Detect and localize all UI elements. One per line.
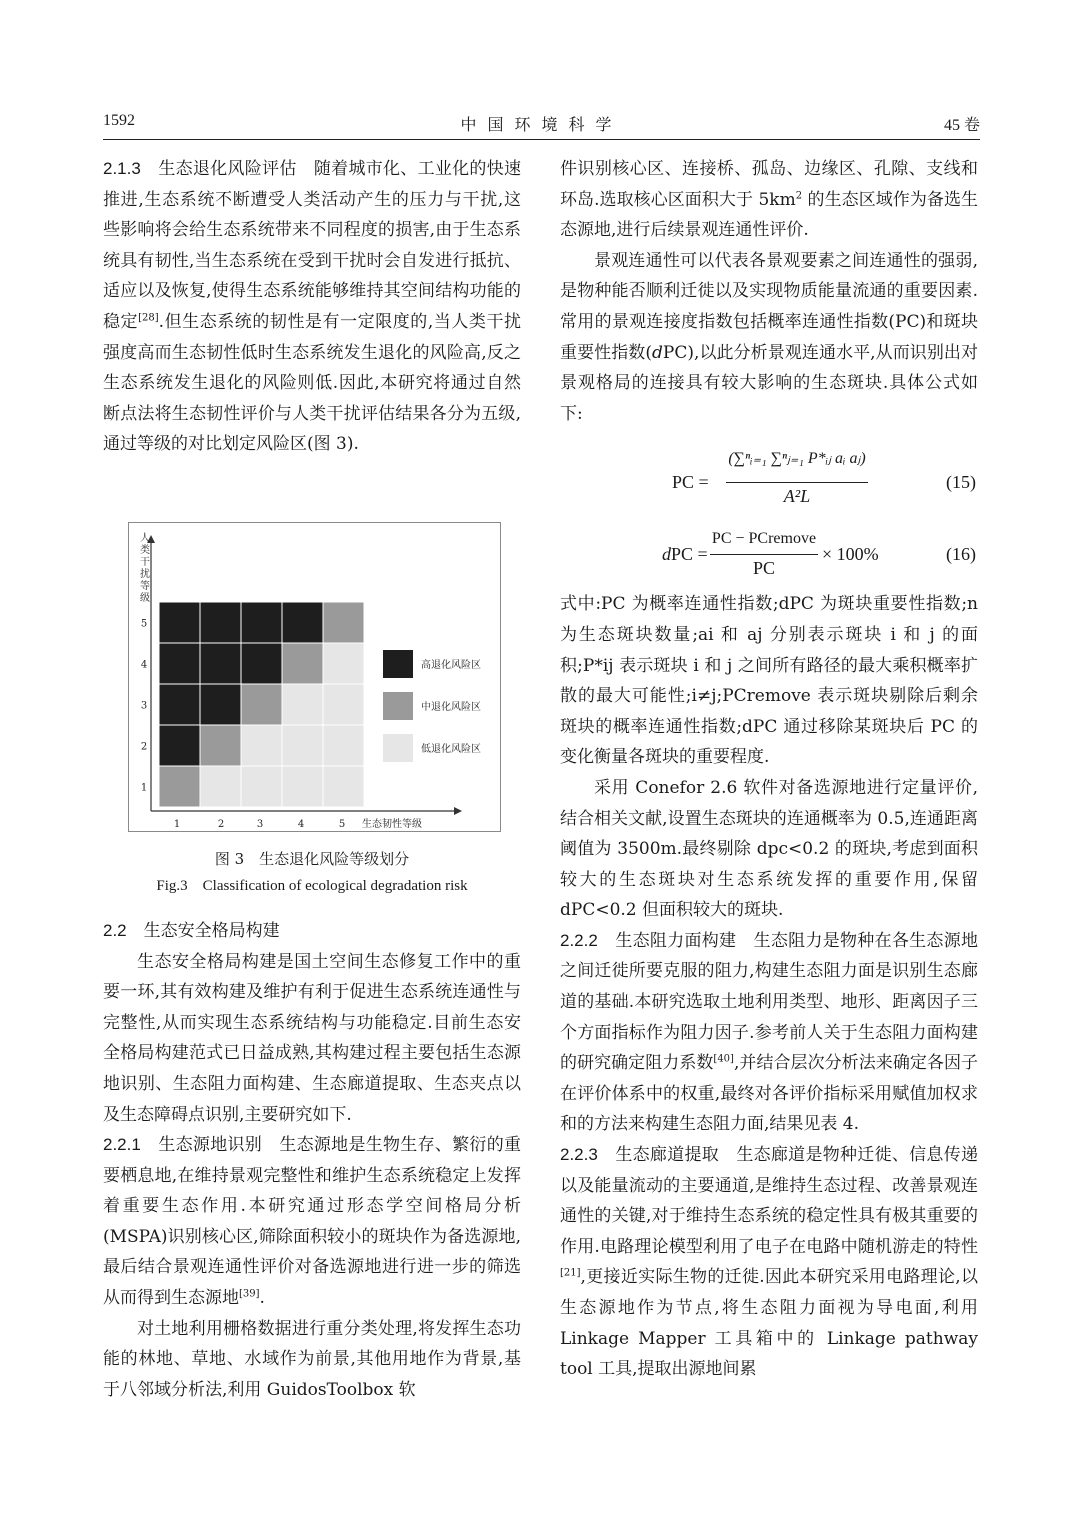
y-axis-label-char: 人 [140, 533, 150, 544]
grid-cell [200, 684, 241, 725]
eq16-lhs: PC = [671, 544, 708, 564]
sec-2-1-3-paragraph [103, 154, 521, 460]
header-rule [103, 139, 980, 140]
x-tick-label: 4 [297, 819, 305, 830]
grid-cell [159, 602, 200, 643]
citation-39[interactable]: [39] [239, 1288, 260, 1300]
grid-cell [241, 766, 282, 807]
y-axis-label-char: 级 [140, 593, 150, 604]
y-axis-label-char: 类 [140, 545, 150, 556]
grid-cell [159, 684, 200, 725]
grid-cell [323, 725, 364, 766]
sec-2-2-heading [103, 916, 521, 947]
figure-caption-en: Fig.3 Classification of ecological degradation risk [156, 878, 468, 894]
grid-cell [159, 643, 200, 684]
section-number: 2.2 [103, 920, 127, 940]
eq16-numerator: PC − PCremove [711, 530, 817, 547]
eq16-d: d [662, 544, 671, 564]
x-tick-label: 5 [338, 819, 346, 830]
sec-2-2-2-paragraph [560, 926, 978, 1140]
grid-cell [200, 725, 241, 766]
grid-cell [200, 643, 241, 684]
grid-cell [282, 766, 323, 807]
body-text: 随着城市化、工业化的快速推进,生态系统不断遭受人类活动产生的压力与干扰,这些影响将会给生态系统带来不同程度的损害,由于生态系统具有韧性,当生态系统在受到干扰时会自发进行抵抗、适应以及恢复,使得生态系统能够维持其空间结构功能的稳定 [103, 159, 521, 332]
body-text: 件识别核心区、连接桥、孤岛、边缘区、孔隙、支线和环岛.选取核心区面积大于 5km [560, 159, 978, 210]
x-tick-label: 1 [173, 819, 181, 830]
body-text: 生态廊道是物种迁徙、信息传递以及能量流动的主要通道,是维持生态过程、改善景观连通性的关键,对于维持生态系统的稳定性具有极其重要的作用.电路理论模型利用了电子在电路中随机游走的特性 [560, 1145, 978, 1257]
section-title: 生态廊道提取 [615, 1145, 720, 1166]
citation-21[interactable]: [21] [560, 1267, 581, 1279]
section-number: 2.2.1 [103, 1135, 141, 1155]
body-text: .但生态系统的韧性是有一定限度的,当人类干扰强度高而生态韧性低时生态系统发生退化的风险高,反之生态系统发生退化的风险则低.因此,本研究将通过自然断点法将生态韧性评价与人类干扰评估结果各分为五级,通过等级的对比划定风险区(图 3). [103, 311, 522, 455]
grid-cell [323, 684, 364, 725]
eq16-number: (16) [946, 544, 976, 564]
legend-label: 中退化风险区 [421, 702, 481, 713]
paragraph-conefor: 采用 Conefor 2.6 软件对备选源地进行定量评价,结合相关文献,设置生态斑块的连通概率为 0.5,连通距离阈值为 3500m.最终剔除 dpc<0.2 的斑块,考虑到面积较大的生态斑块对生态系统发挥的重要作用,保留 dPC<0.2 但面积较大的斑块. [560, 777, 978, 921]
legend-label: 低退化风险区 [421, 744, 481, 755]
running-header [103, 112, 980, 138]
grid-cell [282, 684, 323, 725]
body-text: 生态阻力是物种在各生态源地之间迁徙所要克服的阻力,构建生态阻力面是识别生态廊道的基础.本研究选取土地利用类型、地形、距离因子三个方面指标作为阻力因子.参考前人关于生态阻力面构建的研究确定阻力系数 [560, 930, 978, 1074]
grid-cell [323, 766, 364, 807]
italic-d: d [652, 342, 663, 363]
superscript: 2 [795, 189, 803, 201]
journal-title: 中国环境科学 [460, 117, 623, 134]
grid-cell [159, 725, 200, 766]
grid-cell [200, 766, 241, 807]
y-tick-label: 2 [140, 741, 148, 753]
y-axis-label-char: 等 [140, 581, 150, 592]
grid-cell [282, 725, 323, 766]
right-column [560, 154, 978, 1385]
grid-cell [323, 643, 364, 684]
section-number: 2.2.2 [560, 930, 598, 950]
sec-2-2-1-paragraph-2: 对土地利用栅格数据进行重分类处理,将发挥生态功能的林地、草地、水域作为前景,其他用地作为背景,基于八邻域分析法,利用 GuidosToolbox 软 [103, 1318, 521, 1400]
figure-caption-cn: 图 3 生态退化风险等级划分 [214, 850, 410, 868]
body-text: . [259, 1288, 265, 1309]
x-tick-label: 3 [256, 819, 264, 830]
risk-grid-chart [129, 523, 500, 831]
section-number: 2.1.3 [103, 159, 141, 178]
grid-cell [323, 602, 364, 643]
grid-cell [241, 725, 282, 766]
eq15-lhs: PC = [672, 472, 709, 492]
section-title: 生态阻力面构建 [615, 930, 737, 951]
eq15-numerator: (∑ⁿᵢ₌₁ ∑ⁿⱼ₌₁ P*ᵢⱼ aᵢ aⱼ) [728, 450, 866, 467]
grid-cell [241, 643, 282, 684]
citation-40[interactable]: [40] [713, 1053, 734, 1065]
citation-28[interactable]: [28] [138, 312, 159, 324]
y-tick-label: 3 [140, 700, 148, 712]
sec-2-2-1-paragraph [103, 1130, 521, 1314]
legend-swatch [383, 650, 413, 678]
grid-cell [282, 602, 323, 643]
body-text: ,并结合层次分析法来确定各因子在评价体系中的权重,最终对各评价指标采用赋值加权求和的方法来构建生态阻力面,结果见表 4. [560, 1053, 979, 1135]
eq16-fraction-bar [710, 554, 818, 555]
eq15-number: (15) [946, 472, 976, 492]
legend-swatch [383, 734, 413, 762]
x-axis-arrow [454, 807, 462, 815]
x-tick-label: 2 [217, 819, 225, 830]
paragraph-where: 式中:PC 为概率连通性指数;dPC 为斑块重要性指数;n 为生态斑块数量;ai 和 aj 分别表示斑块 i 和 j 的面积;P*ij 表示斑块 i 和 j 之间所有路径的最大乘积概率扩散的最大可能性;i≠j;PCremove 表示斑块剔除后剩余斑块的概率连通性指数;dPC 通过移除某斑块后 PC 的变化衡量各斑块的重要程度. [560, 594, 978, 768]
eq16-tail: × 100% [822, 544, 879, 564]
eq15-fraction-bar [726, 482, 868, 483]
grid-cell [241, 684, 282, 725]
body-text: 景观连通性可以代表各景观要素之间连通性的强弱,是物种能否顺利迁徙以及实现物质能量流通的重要因素.常用的景观连接度指数包括概率连通性指数(PC)和斑块重要性指数( [560, 250, 978, 363]
y-axis-label-char: 干 [140, 557, 150, 568]
x-axis-label: 生态韧性等级 [362, 819, 422, 830]
volume-label: 45 卷 [943, 117, 980, 134]
paragraph-connectivity [560, 246, 978, 430]
legend-label: 高退化风险区 [421, 660, 481, 671]
eq15-denominator: A²L [783, 486, 811, 506]
sec-2-2-paragraph: 生态安全格局构建是国土空间生态修复工作中的重要一环,其有效构建及维护有利于促进生态系统连通性与完整性,从而实现生态系统结构与功能稳定.目前生态安全格局构建范式已日益成熟,其构建过程主要包括生态源地识别、生态阻力面构建、生态廊道提取、生态夹点以及生态障碍点识别,主要研究如下. [103, 951, 521, 1125]
equation-16 [560, 530, 978, 586]
section-title: 生态安全格局构建 [143, 920, 280, 941]
body-text: PC),以此分析景观连通水平,从而识别出对景观格局的连接具有较大影响的生态斑块.具体公式如下: [560, 342, 978, 424]
eq16-denominator: PC [752, 558, 776, 578]
paragraph-mspa-continued [560, 154, 978, 246]
y-tick-label: 4 [140, 659, 148, 671]
section-number: 2.2.3 [560, 1145, 598, 1165]
y-tick-label: 1 [140, 782, 148, 794]
section-title: 生态源地识别 [158, 1135, 263, 1156]
grid-cell [282, 643, 323, 684]
equation-15 [560, 448, 978, 522]
y-axis-label-char: 扰 [140, 569, 150, 580]
grid-cell [241, 602, 282, 643]
figure-3 [128, 522, 501, 832]
grid-cell [159, 766, 200, 807]
body-text: 生态源地是生物生存、繁衍的重要栖息地,在维持景观完整性和维护生态系统稳定上发挥着重要生态作用.本研究通过形态学空间格局分析(MSPA)识别核心区,筛除面积较小的斑块作为备选源地,最后结合景观连通性评价对备选源地进行进一步的筛选从而得到生态源地 [103, 1135, 521, 1309]
legend-swatch [383, 692, 413, 720]
page-number: 1592 [103, 112, 135, 129]
body-text: 的生态区域作为备选生态源地,进行后续景观连通性评价. [560, 189, 979, 241]
body-text: ,更接近实际生物的迁徙.因此本研究采用电路理论,以生态源地作为节点,将生态阻力面视为导电面,利用 Linkage Mapper 工具箱中的 Linkage pathway tool 工具,提取出源地间累 [560, 1267, 978, 1380]
section-title: 生态退化风险评估 [158, 159, 297, 179]
y-tick-label: 5 [140, 618, 148, 630]
sec-2-2-3-paragraph [560, 1140, 978, 1385]
grid-cell [200, 602, 241, 643]
